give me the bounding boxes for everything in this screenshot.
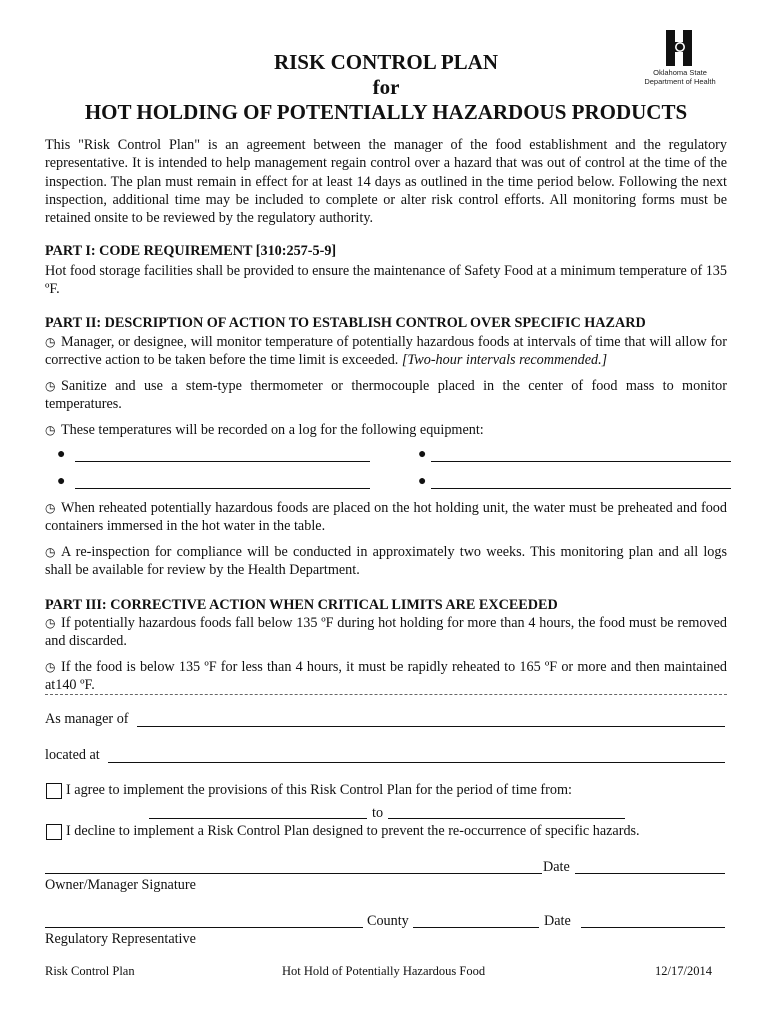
equipment-field-4[interactable] bbox=[431, 488, 731, 489]
equipment-field-3[interactable] bbox=[75, 488, 370, 489]
to-label: to bbox=[372, 805, 384, 821]
health-department-logo bbox=[635, 28, 725, 88]
located-at-label: located at bbox=[45, 747, 100, 763]
bullet-dot: ● bbox=[57, 474, 66, 489]
owner-signature-label: Owner/Manager Signature bbox=[45, 877, 196, 893]
clock-icon: ◷ bbox=[45, 660, 56, 674]
date-label-2: Date bbox=[544, 913, 571, 929]
clock-icon: ◷ bbox=[45, 379, 56, 393]
owner-date-field[interactable] bbox=[575, 873, 725, 874]
decline-label: I decline to implement a Risk Control Plan designed to prevent the re-occurrence of specific hazards. bbox=[66, 823, 640, 839]
part3-heading: PART III: CORRECTIVE ACTION WHEN CRITICAL LIMITS ARE EXCEEDED bbox=[45, 597, 558, 613]
cut-line-divider bbox=[45, 694, 727, 695]
period-to-field[interactable] bbox=[388, 818, 625, 819]
part2-item-2: ◷ Sanitize and use a stem-type thermometer or thermocouple placed in the center of food mass to monitor temperatures. bbox=[45, 378, 727, 413]
equipment-field-1[interactable] bbox=[75, 461, 370, 462]
clock-icon: ◷ bbox=[45, 423, 56, 437]
title-line-3: HOT HOLDING OF POTENTIALLY HAZARDOUS PRODUCTS bbox=[84, 100, 688, 124]
regulatory-signature-field[interactable] bbox=[45, 927, 363, 928]
footer-center: Hot Hold of Potentially Hazardous Food bbox=[282, 964, 486, 978]
title-line-1: RISK CONTROL PLAN bbox=[273, 50, 499, 74]
footer-left: Risk Control Plan bbox=[45, 964, 135, 978]
intro-paragraph: This "Risk Control Plan" is an agreement between the manager of the food establishment and the regulatory representative. It is intended to help management regain control over a hazard that was out of control at the time of the inspection. The plan must remain in effect for at least 14 days as outlined in the time period below. Following the next inspection, additional time may be included to complete or alter risk control efforts. All monitoring forms must be retained onsite to be reviewed by the regulatory authority. bbox=[45, 137, 727, 227]
clock-icon: ◷ bbox=[45, 501, 56, 515]
county-label: County bbox=[367, 913, 409, 929]
manager-of-label: As manager of bbox=[45, 711, 129, 727]
clock-icon: ◷ bbox=[45, 545, 56, 559]
footer-right: 12/17/2014 bbox=[655, 964, 712, 978]
oklahoma-logo-mark bbox=[663, 28, 697, 68]
location-field[interactable] bbox=[108, 762, 725, 763]
equipment-field-2[interactable] bbox=[431, 461, 731, 462]
part2-item-5: ◷ A re-inspection for compliance will be conducted in approximately two weeks. This monitoring plan and all logs shall be available for review by the Health Department. bbox=[45, 544, 727, 579]
date-label: Date bbox=[543, 859, 570, 875]
part2-item-1: ◷ Manager, or designee, will monitor temperature of potentially hazardous foods at intervals of time that will allow for corrective action to be taken before the time limit is exceeded. [Two-hour intervals recommended.] bbox=[45, 334, 727, 369]
logo-text-2: Department of Health bbox=[644, 77, 716, 86]
regulatory-rep-label: Regulatory Representative bbox=[45, 931, 196, 947]
agree-checkbox[interactable] bbox=[46, 783, 62, 799]
bullet-dot: ● bbox=[418, 447, 427, 462]
clock-icon: ◷ bbox=[45, 616, 56, 630]
establishment-name-field[interactable] bbox=[137, 726, 725, 727]
part2-item-1-note: [Two-hour intervals recommended.] bbox=[401, 352, 608, 369]
title-line-2: for bbox=[372, 75, 400, 99]
county-field[interactable] bbox=[413, 927, 539, 928]
part2-item-4: ◷ When reheated potentially hazardous foods are placed on the hot holding unit, the water must be preheated and food containers immersed in the hot water in the table. bbox=[45, 500, 727, 535]
part2-item-3: ◷ These temperatures will be recorded on a log for the following equipment: bbox=[45, 422, 484, 438]
part3-item-1: ◷ If potentially hazardous foods fall below 135 ºF during hot holding for more than 4 hours, the food must be removed and discarded. bbox=[45, 615, 727, 650]
part1-text: Hot food storage facilities shall be provided to ensure the maintenance of Safety Food at a minimum temperature of 135 ºF. bbox=[45, 263, 727, 298]
period-from-field[interactable] bbox=[149, 818, 367, 819]
owner-signature-field[interactable] bbox=[45, 873, 542, 874]
decline-checkbox[interactable] bbox=[46, 824, 62, 840]
clock-icon: ◷ bbox=[45, 335, 56, 349]
part2-heading: PART II: DESCRIPTION OF ACTION TO ESTABLISH CONTROL OVER SPECIFIC HAZARD bbox=[45, 315, 646, 331]
bullet-dot: ● bbox=[418, 474, 427, 489]
logo-text-1: Oklahoma State bbox=[653, 68, 707, 77]
regulatory-date-field[interactable] bbox=[581, 927, 725, 928]
part3-item-2: ◷ If the food is below 135 ºF for less than 4 hours, it must be rapidly reheated to 165 ºF or more and then maintained at140 ºF. bbox=[45, 659, 727, 694]
bullet-dot: ● bbox=[57, 447, 66, 462]
agree-label: I agree to implement the provisions of this Risk Control Plan for the period of time from: bbox=[66, 782, 572, 798]
part1-heading: PART I: CODE REQUIREMENT [310:257-5-9] bbox=[45, 243, 337, 259]
